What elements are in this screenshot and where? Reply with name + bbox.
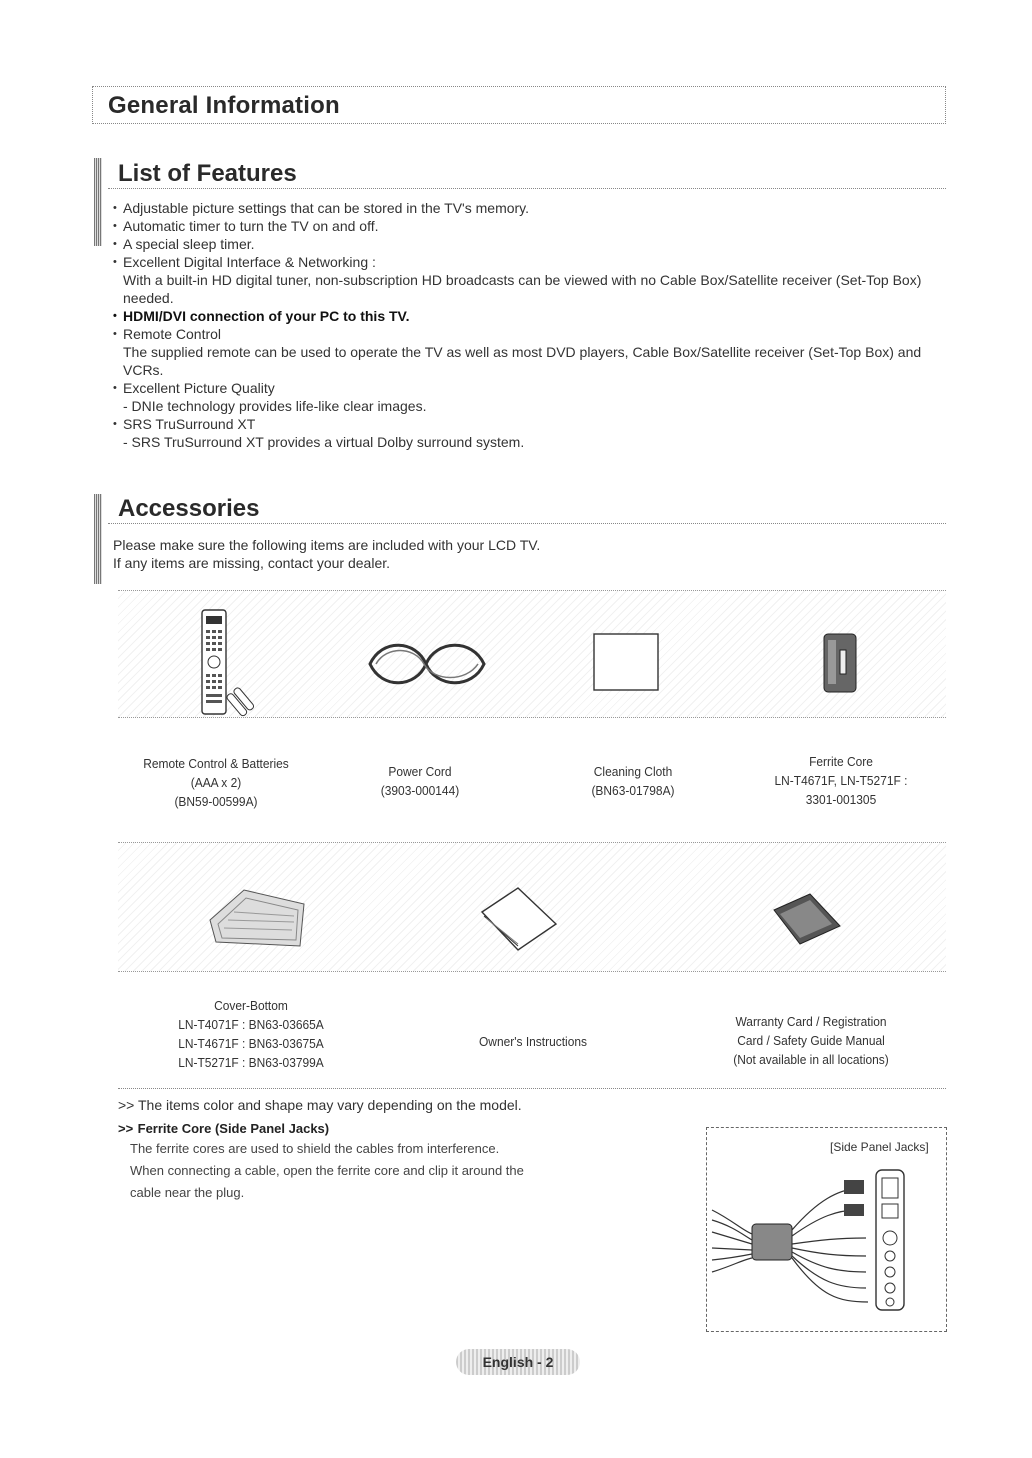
features-title: List of Features [118,160,297,187]
caption-line: Power Cord [388,764,452,779]
caption-line: LN-T4671F : BN63-03675A [178,1036,324,1051]
note-line: The ferrite cores are used to shield the cables from interference. [130,1141,500,1156]
section-marker [94,158,102,246]
caption-line: Warranty Card / Registration [735,1014,887,1029]
caption-line: Owner's Instructions [479,1034,587,1049]
remote-control-icon [196,606,266,718]
caption-line: LN-T5271F : BN63-03799A [178,1055,324,1070]
ferrite-core-icon [820,630,862,696]
caption-line: Remote Control & Batteries [143,756,289,771]
note-line: cable near the plug. [130,1185,245,1200]
jack-label: [Side Panel Jacks] [830,1140,929,1154]
accessory-caption [755,752,926,809]
section-marker [94,494,102,584]
list-item: • A special sleep timer. [113,235,953,253]
caption-line: (Not available in all locations) [733,1052,889,1067]
caption-line: Cleaning Cloth [593,764,673,779]
note-arrow-icon: >> [118,1097,135,1113]
page-title: General Information [108,92,340,119]
intro-line: If any items are missing, contact your dealer. [113,555,391,571]
accessory-caption [714,1012,907,1069]
accessory-caption [560,762,705,800]
caption-line: (AAA x 2) [190,775,242,790]
caption-line: LN-T4671F, LN-T5271F : [774,773,908,788]
caption-line: Card / Safety Guide Manual [737,1033,885,1048]
list-item: • Adjustable picture settings that can be stored in the TV's memory. [113,199,953,217]
accessory-caption [345,762,496,800]
list-item: • Excellent Picture Quality [113,379,953,397]
list-item: • Excellent Digital Interface & Networking : [113,253,953,271]
section-divider [118,1088,946,1089]
list-item-detail: - DNIe technology provides life-like clear images. [123,398,427,414]
note-line: When connecting a cable, open the ferrite core and clip it around the [130,1163,524,1178]
note-arrow-icon: >> [118,1121,134,1136]
page-number-badge: English - 2 [456,1349,580,1375]
list-item-detail: With a built-in HD digital tuner, non-subscription HD broadcasts can be viewed with no Cable Box/Satellite receiver (Set-Top Box) needed. [123,272,922,306]
note-body [130,1138,580,1204]
list-item: • SRS TruSurround XT [113,415,953,433]
accessory-caption [455,1032,611,1051]
list-item: • HDMI/DVI connection of your PC to this TV. [113,307,953,325]
list-item: • Automatic timer to turn the TV on and off. [113,217,953,235]
accessory-caption [156,996,346,1072]
warranty-card-icon [770,890,844,948]
accessories-intro [113,536,540,572]
caption-line: (BN63-01798A) [591,783,675,798]
cable-diagram-icon [708,1160,938,1320]
list-item-detail: - SRS TruSurround XT provides a virtual Dolby surround system. [123,434,525,450]
caption-line: (BN59-00599A) [174,794,258,809]
accessories-title: Accessories [118,495,260,522]
section-divider [108,188,946,189]
cleaning-cloth-icon [592,632,662,694]
note-ferrite [118,1120,329,1138]
power-cord-icon [362,634,492,694]
caption-line: (3903-000144) [380,783,460,798]
list-item: • Remote Control [113,325,953,343]
note-text: The items color and shape may vary depending on the model. [138,1097,522,1113]
caption-line: Ferrite Core [809,754,873,769]
caption-line: 3301-001305 [805,792,877,807]
list-item-detail: The supplied remote can be used to operate the TV as well as most DVD players, Cable Box/Satellite receiver (Set-Top Box) and VCRs. [123,344,922,378]
note-title: Ferrite Core (Side Panel Jacks) [137,1121,330,1136]
section-divider [108,523,946,524]
note-color-shape [118,1094,522,1116]
intro-line: Please make sure the following items are included with your LCD TV. [113,537,541,553]
caption-line: LN-T4071F : BN63-03665A [178,1017,324,1032]
caption-line: Cover-Bottom [214,998,288,1013]
features-list [113,199,953,451]
manual-icon [478,884,560,954]
accessory-caption [126,754,306,811]
cover-bottom-icon [204,880,308,950]
